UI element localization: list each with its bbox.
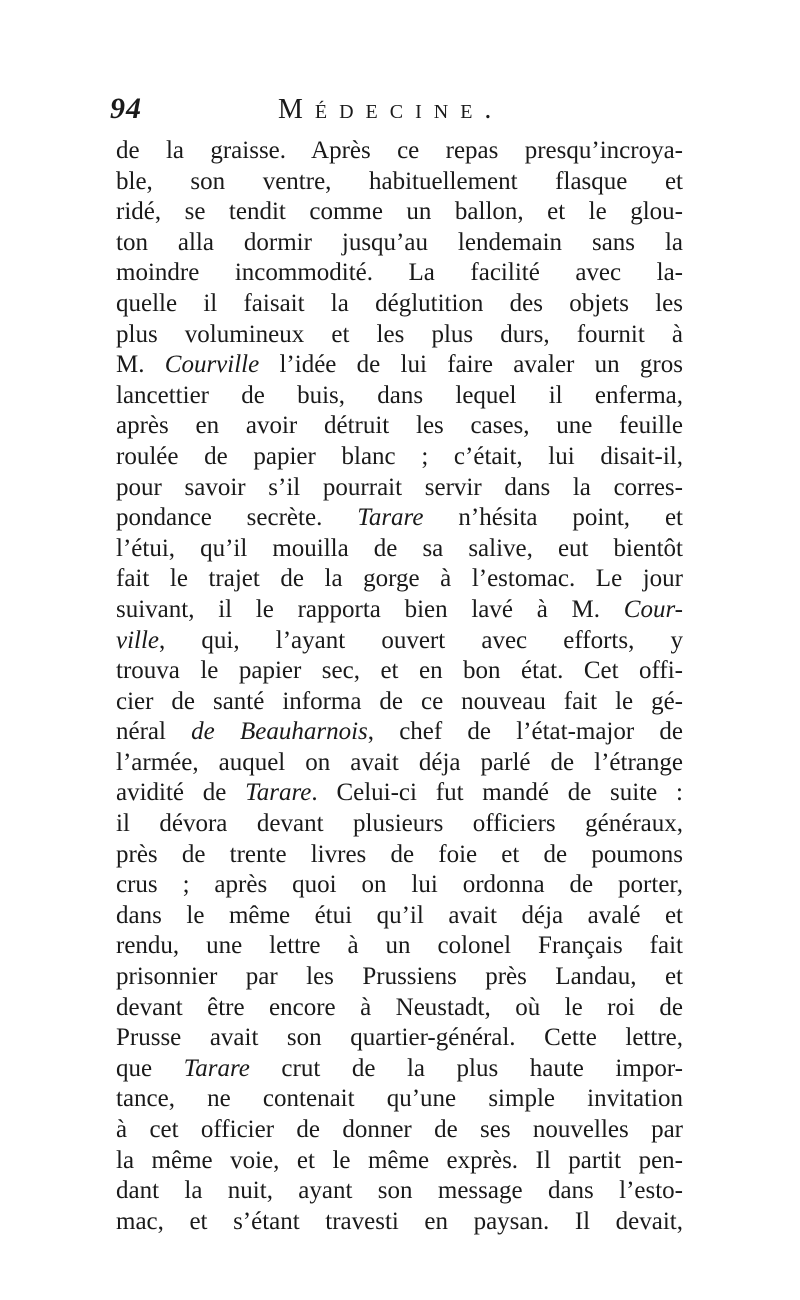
- text-line: [116, 136, 683, 167]
- text-line: [116, 656, 683, 687]
- text-segment: près de trente livres de foie et de poumons: [116, 840, 683, 868]
- italic-text: de Beauharnois: [191, 718, 368, 746]
- text-line: [116, 289, 683, 320]
- text-segment: , chef de l’état-major de: [367, 718, 683, 746]
- text-line: [116, 167, 683, 198]
- text-segment: la même voie, et le même exprès. Il partit pen-: [116, 1146, 683, 1174]
- text-segment: ton alla dormir jusqu’au lendemain sans la: [116, 228, 683, 256]
- text-segment: néral: [116, 718, 192, 746]
- page-number: 94: [110, 92, 142, 125]
- text-segment: crus ; après quoi on lui ordonna de porter,: [116, 871, 683, 899]
- text-segment: roulée de papier blanc ; c’était, lui disait-il,: [116, 442, 683, 470]
- text-segment: rendu, une lettre à un colonel Français fait: [116, 932, 683, 960]
- text-line: [116, 1084, 683, 1115]
- text-segment: mac, et s’étant travesti en paysan. Il devait,: [116, 1207, 683, 1235]
- text-line: [116, 381, 683, 412]
- text-segment: de la graisse. Après ce repas presqu’incroya-: [116, 137, 683, 164]
- text-line: [116, 1023, 683, 1054]
- text-line: [116, 962, 683, 993]
- text-segment: , qui, l’ayant ouvert avec efforts, y: [159, 626, 683, 654]
- text-segment: lancettier de buis, dans lequel il enferma,: [116, 381, 683, 409]
- body-text: [116, 136, 683, 1237]
- italic-text: Tarare: [357, 504, 424, 532]
- text-segment: avidité de: [116, 779, 246, 807]
- text-segment: trouva le papier sec, et en bon état. Cet offi-: [116, 657, 683, 685]
- text-line: [116, 350, 683, 381]
- text-segment: l’idée de lui faire avaler un gros: [259, 351, 683, 379]
- text-line: [116, 442, 683, 473]
- text-segment: ridé, se tendit comme un ballon, et le glou-: [116, 198, 683, 226]
- text-segment: devant être encore à Neustadt, où le roi de: [116, 993, 683, 1021]
- text-line: [116, 870, 683, 901]
- text-segment: prisonnier par les Prussiens près Landau, et: [116, 963, 683, 991]
- text-segment: plus volumineux et les plus durs, fournit à: [116, 320, 683, 348]
- text-segment: moindre incommodité. La facilité avec la-: [116, 259, 683, 287]
- text-line: [116, 595, 683, 626]
- italic-text: Tarare: [183, 1054, 250, 1082]
- text-segment: crut de la plus haute impor-: [249, 1054, 683, 1082]
- text-line: [116, 1176, 683, 1207]
- text-line: [116, 1054, 683, 1085]
- text-segment: l’étui, qu’il mouilla de sa salive, eut bientôt: [116, 534, 683, 562]
- text-line: [116, 1207, 683, 1238]
- text-line: [116, 197, 683, 228]
- text-line: [116, 840, 683, 871]
- running-head: Médecine.: [278, 94, 504, 125]
- text-line: [116, 809, 683, 840]
- text-segment: quelle il faisait la déglutition des objets les: [116, 289, 683, 317]
- text-segment: pour savoir s’il pourrait servir dans la corres-: [116, 473, 683, 501]
- italic-text: Cour-: [623, 595, 683, 623]
- text-line: [116, 411, 683, 442]
- text-line: [116, 258, 683, 289]
- italic-text: Tarare: [245, 779, 312, 807]
- text-line: [116, 931, 683, 962]
- italic-text: ville: [116, 626, 160, 654]
- text-line: [116, 503, 683, 534]
- page-header: [110, 92, 695, 132]
- text-line: [116, 748, 683, 779]
- text-segment: ble, son ventre, habituellement flasque et: [116, 167, 683, 195]
- text-line: [116, 778, 683, 809]
- text-line: [116, 717, 683, 748]
- text-segment: l’armée, auquel on avait déja parlé de l’étrange: [116, 748, 683, 776]
- text-line: [116, 687, 683, 718]
- italic-text: Courville: [164, 351, 260, 379]
- text-segment: suivant, il le rapporta bien lavé à M.: [116, 595, 624, 623]
- text-line: [116, 901, 683, 932]
- text-segment: à cet officier de donner de ses nouvelles par: [116, 1116, 683, 1143]
- text-segment: dant la nuit, ayant son message dans l’esto-: [116, 1177, 683, 1205]
- text-line: [116, 626, 683, 657]
- text-line: [116, 320, 683, 351]
- text-segment: après en avoir détruit les cases, une feuille: [116, 412, 683, 440]
- text-segment: dans le même étui qu’il avait déja avalé et: [116, 901, 683, 929]
- text-segment: Prusse avait son quartier-général. Cette lettre,: [116, 1024, 683, 1052]
- text-segment: pondance secrète.: [116, 504, 358, 532]
- text-line: [116, 564, 683, 595]
- text-line: [116, 473, 683, 504]
- text-line: [116, 534, 683, 565]
- text-segment: que: [116, 1054, 184, 1082]
- text-segment: il dévora devant plusieurs officiers généraux,: [116, 810, 683, 838]
- text-line: [116, 993, 683, 1024]
- text-line: [116, 1146, 683, 1177]
- text-segment: cier de santé informa de ce nouveau fait le gé-: [116, 687, 683, 715]
- text-line: [116, 228, 683, 259]
- text-segment: fait le trajet de la gorge à l’estomac. Le jour: [116, 565, 683, 593]
- text-line: [116, 1115, 683, 1146]
- text-segment: n’hésita point, et: [423, 504, 683, 532]
- text-segment: M.: [116, 351, 165, 379]
- text-segment: . Celui-ci fut mandé de suite :: [311, 779, 683, 807]
- text-segment: tance, ne contenait qu’une simple invitation: [116, 1085, 683, 1113]
